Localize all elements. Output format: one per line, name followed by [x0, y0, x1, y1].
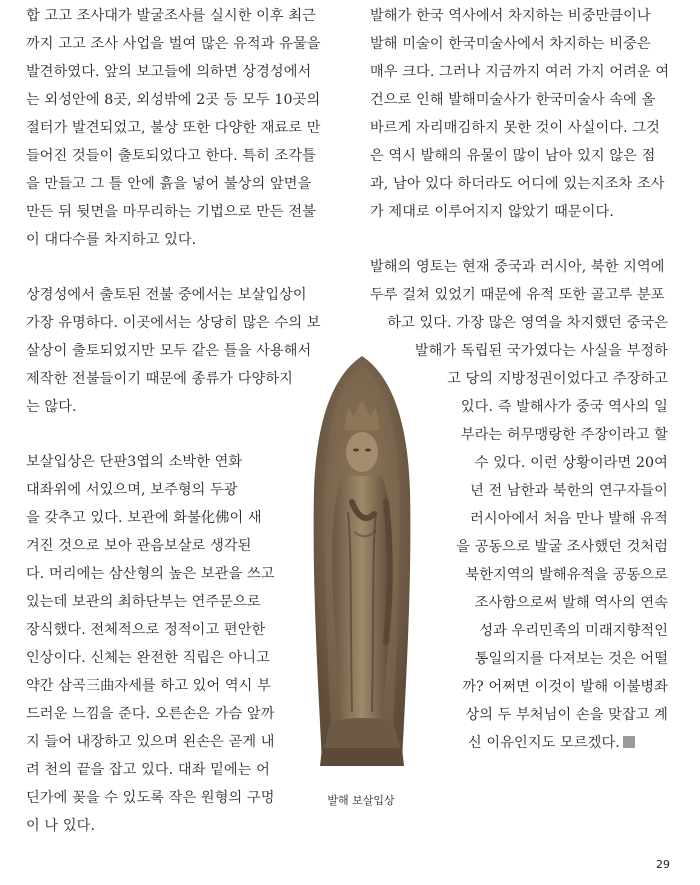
- last-line-text: 신 이유인지도 모르겠다.: [468, 735, 620, 751]
- text-line: 인상이다. 신체는 완전한 직립은 아니고: [26, 650, 270, 666]
- text-line: 두루 걸쳐 있었기 때문에 유적 또한 골고루 분포: [370, 287, 665, 303]
- text-line: 만든 뒤 뒷면을 마무리하는 기법으로 만든 전불: [26, 204, 316, 220]
- text-line: 보살입상은 단판3엽의 소박한 연화: [26, 454, 243, 470]
- text-line: 발해 미술이 한국미술사에서 차지하는 비중은: [370, 36, 651, 52]
- end-mark-icon: [623, 736, 635, 748]
- text-line: 러시아에서 처음 만나 발해 유적: [470, 511, 668, 527]
- text-line: 대좌위에 서있으며, 보주형의 두광: [26, 482, 238, 498]
- bodhisattva-figure-svg: [292, 352, 432, 792]
- text-line: 북한지역의 발해유적을 공동으로: [465, 567, 668, 583]
- text-line: 있다. 즉 발해사가 중국 역사의 일: [460, 399, 668, 415]
- text-line: 통일의지를 다져보는 것은 어떨: [474, 651, 668, 667]
- text-line: 바르게 자리매김하지 못한 것이 사실이다. 그것: [370, 120, 660, 136]
- text-line: 가 제대로 이루어지지 않았기 때문이다.: [370, 204, 614, 220]
- text-line: 매우 크다. 그러나 지금까지 여러 가지 어려운 여: [370, 64, 670, 80]
- text-line: 가장 유명하다. 이곳에서는 상당히 많은 수의 보: [26, 315, 321, 331]
- text-line: 살상이 출토되었지만 모두 같은 틀을 사용해서: [26, 343, 312, 359]
- text-line: 제작한 전불들이기 때문에 종류가 다양하지: [26, 371, 293, 387]
- page-number: 29: [656, 858, 670, 871]
- text-line: 은 역시 발해의 유물이 많이 남아 있지 않은 점: [370, 148, 656, 164]
- text-line: 합 고고 조사대가 발굴조사를 실시한 이후 최근: [26, 8, 316, 24]
- bodhisattva-figure-image: [292, 352, 432, 792]
- text-line: 상경성에서 출토된 전불 중에서는 보살입상이: [26, 287, 307, 303]
- text-line: 부라는 허무맹랑한 주장이라고 할: [460, 427, 668, 443]
- text-line: 건으로 인해 발해미술사가 한국미술사 속에 올: [370, 92, 656, 108]
- text-line: 약간 삼곡三曲자세를 하고 있어 역시 부: [26, 678, 271, 694]
- text-line: 장식했다. 전체적으로 정적이고 편안한: [26, 622, 266, 638]
- text-line: 을 공동으로 발굴 조사했던 것처럼: [456, 539, 668, 555]
- text-line: 는 않다.: [26, 399, 77, 415]
- text-line: 있는데 보관의 최하단부는 연주문으로: [26, 594, 261, 610]
- text-line: 드러운 느낌을 준다. 오른손은 가슴 앞까: [26, 706, 275, 722]
- text-line: 발해가 독립된 국가였다는 사실을 부정하: [414, 343, 668, 359]
- text-line: 수 있다. 이런 상황이라면 20여: [474, 455, 668, 471]
- text-line: 절터가 발견되었고, 불상 또한 다양한 재료로 만: [26, 120, 321, 136]
- text-line: 들어진 것들이 출토되었다고 한다. 특히 조각틀: [26, 148, 316, 164]
- text-line: 년 전 남한과 북한의 연구자들이: [470, 483, 668, 499]
- text-line: 까? 어쩌면 이것이 발해 이불병좌: [462, 679, 668, 695]
- text-line: 려 천의 끝을 잡고 있다. 대좌 밑에는 어: [26, 762, 270, 778]
- text-line: 발해가 한국 역사에서 차지하는 비중만큼이나: [370, 8, 651, 24]
- text-line: 발견하였다. 앞의 보고들에 의하면 상경성에서: [26, 64, 312, 80]
- text-line: 고 당의 지방정권이었다고 주장하고: [447, 371, 668, 387]
- text-line: 하고 있다. 가장 많은 영역을 차지했던 중국은: [387, 315, 668, 331]
- text-line: 이 대다수를 차지하고 있다.: [26, 232, 197, 248]
- text-line: 과, 남아 있다 하더라도 어디에 있는지조차 조사: [370, 176, 665, 192]
- text-line: 다. 머리에는 삼산형의 높은 보관을 쓰고: [26, 566, 275, 582]
- figure-caption: 발해 보살입상: [327, 794, 395, 807]
- text-line: 상의 두 부처님이 손을 맞잡고 계: [465, 707, 668, 723]
- text-line: 겨진 것으로 보아 관음보살로 생각된: [26, 538, 252, 554]
- text-line: 딘가에 꽂을 수 있도록 작은 원형의 구멍: [26, 790, 275, 806]
- text-line: 지 들어 내장하고 있으며 왼손은 곧게 내: [26, 734, 275, 750]
- text-line: 조사함으로써 발해 역사의 연속: [474, 595, 668, 611]
- text-line: 성과 우리민족의 미래지향적인: [479, 623, 668, 639]
- text-line: 이 나 있다.: [26, 818, 96, 834]
- text-line: 을 갖추고 있다. 보관에 화불化佛이 새: [26, 510, 262, 526]
- text-line: 발해의 영토는 현재 중국과 러시아, 북한 지역에: [370, 259, 665, 275]
- text-line: 을 만들고 그 틀 안에 흙을 넣어 불상의 앞면을: [26, 176, 312, 192]
- text-line-last: [468, 735, 635, 751]
- text-line: 는 외성안에 8곳, 외성밖에 2곳 등 모두 10곳의: [26, 92, 321, 108]
- text-line: 까지 고고 조사 사업을 벌여 많은 유적과 유물을: [26, 36, 321, 52]
